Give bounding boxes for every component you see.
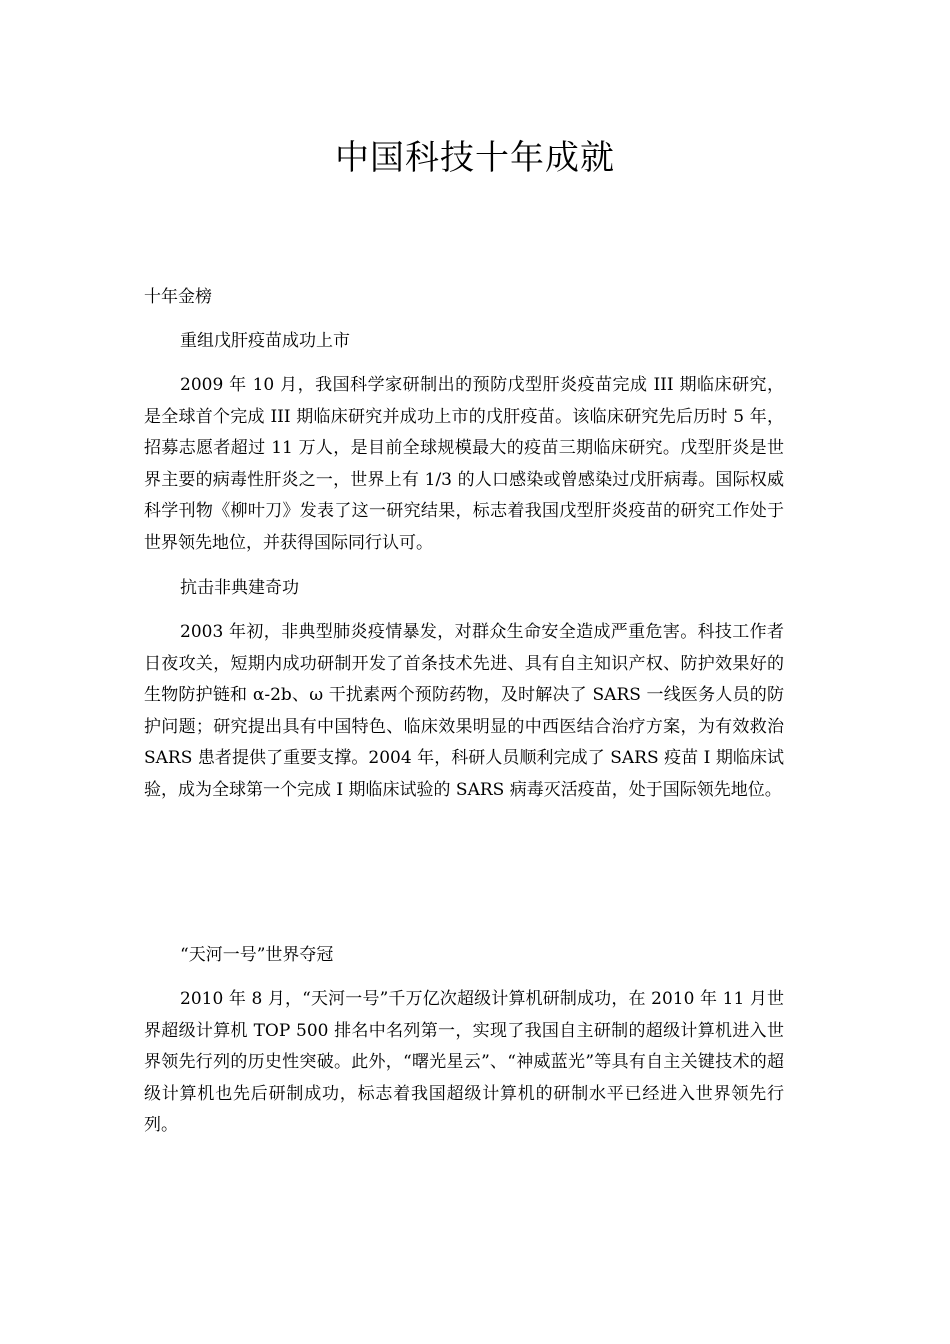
content-block-a	[144, 326, 784, 820]
section-label: 十年金榜	[144, 287, 212, 307]
item-heading-tianhe: “天河一号”世界夺冠	[180, 945, 334, 965]
item-heading-sars: 抗击非典建奇功	[180, 578, 299, 598]
item-body-hev-vaccine: 2009 年 10 月，我国科学家研制出的预防戊型肝炎疫苗完成 III 期临床研究，是全球首个完成 III 期临床研究并成功上市的戊肝疫苗。该临床研究先后历时 5 年，招募志愿者超过 11 万人，是目前全球规模最大的疫苗三期临床研究。戊型肝炎是世界主要的病毒性肝炎之一，世界上有 1/3 的人口感染或曾感染过戊肝病毒。国际权威科学刊物《柳叶刀》发表了这一研究结果，标志着我国戊型肝炎疫苗的研究工作处于世界领先地位，并获得国际同行认可。	[144, 375, 784, 553]
document-title: 中国科技十年成就	[335, 138, 615, 178]
item-body-sars: 2003 年初，非典型肺炎疫情暴发，对群众生命安全造成严重危害。科技工作者日夜攻关，短期内成功研制开发了首条技术先进、具有自主知识产权、防护效果好的生物防护链和 α-2b、ω 干扰素两个预防药物，及时解决了 SARS 一线医务人员的防护问题；研究提出具有中国特色、临床效果明显的中西医结合治疗方案，为有效救治 SARS 患者提供了重要支撑。2004 年，科研人员顺利完成了 SARS 疫苗 I 期临床试验，成为全球第一个完成 I 期临床试验的 SARS 病毒灭活疫苗，处于国际领先地位。	[144, 622, 784, 800]
content-block-b	[144, 940, 784, 1156]
item-heading-hev-vaccine: 重组戊肝疫苗成功上市	[180, 331, 350, 351]
item-body-tianhe: 2010 年 8 月，“天河一号”千万亿次超级计算机研制成功，在 2010 年 11 月世界超级计算机 TOP 500 排名中名列第一，实现了我国自主研制的超级计算机进入世界领先行列的历史性突破。此外，“曙光星云”、“神威蓝光”等具有自主关键技术的超级计算机也先后研制成功，标志着我国超级计算机的研制水平已经进入世界领先行列。	[144, 989, 784, 1135]
